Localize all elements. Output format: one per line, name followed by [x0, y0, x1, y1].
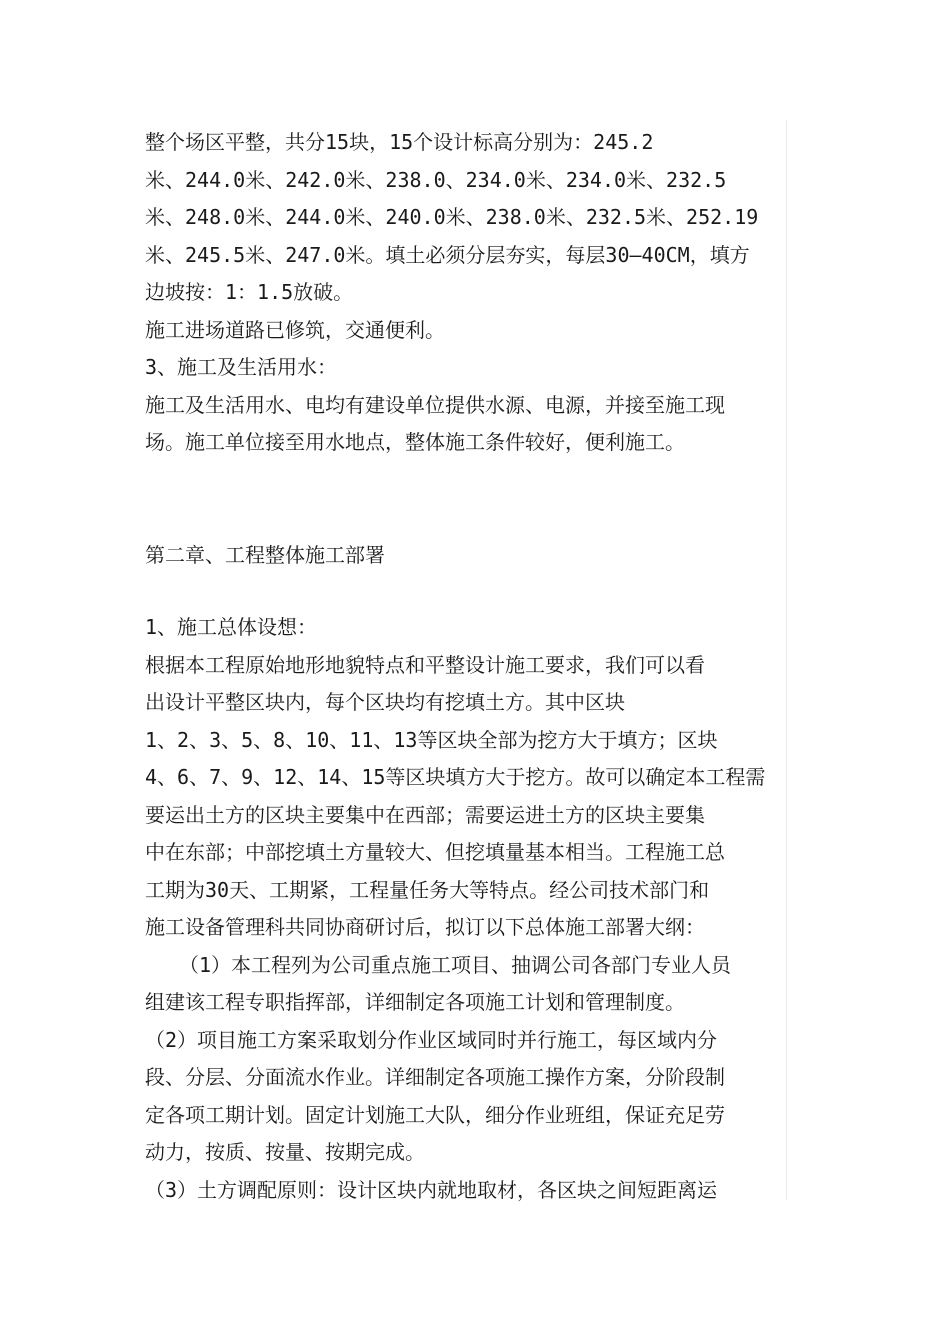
text-line: 米、244.0米、242.0米、238.0、234.0米、234.0米、232.5 — [145, 167, 727, 192]
text-line: 中在东部；中部挖填土方量较大、但挖填量基本相当。工程施工总 — [145, 840, 725, 864]
deployment-paragraph — [145, 609, 775, 1209]
subheading-overall-plan: 1、施工总体设想： — [145, 615, 318, 639]
spacer — [145, 499, 775, 537]
page-edge-divider — [786, 120, 787, 1200]
text-line: 段、分层、分面流水作业。详细制定各项施工操作方案，分阶段制 — [145, 1065, 725, 1089]
text-line: 根据本工程原始地形地貌特点和平整设计施工要求，我们可以看 — [145, 652, 705, 677]
text-line: 边坡按：1：1.5放破。 — [145, 280, 354, 304]
text-line: 4、6、7、9、12、14、15等区块填方大于挖方。故可以确定本工程需 — [145, 765, 766, 789]
spacer — [145, 462, 775, 500]
text-line: 米、245.5米、247.0米。填土必须分层夯实，每层30—40CM，填方 — [145, 242, 750, 267]
list-item-1: （1）本工程列为公司重点施工项目、抽调公司各部门专业人员 — [179, 952, 732, 977]
text-line: 施工进场道路已修筑，交通便利。 — [145, 317, 445, 342]
text-line: 1、2、3、5、8、10、11、13等区块全部为挖方大于填方；区块 — [145, 727, 718, 752]
document-body — [145, 124, 775, 1209]
text-line: 米、248.0米、244.0米、240.0米、238.0米、232.5米、252.19 — [145, 205, 759, 229]
list-item-3: （3）土方调配原则：设计区块内就地取材，各区块之间短距离运 — [145, 1177, 718, 1202]
text-line: 整个场区平整，共分15块，15个设计标高分别为：245.2 — [145, 130, 654, 154]
text-line: 定各项工期计划。固定计划施工大队，细分作业班组，保证充足劳 — [145, 1102, 725, 1127]
site-conditions-paragraph — [145, 124, 775, 462]
text-line: 出设计平整区块内，每个区块均有挖填土方。其中区块 — [145, 690, 625, 714]
spacer — [145, 574, 775, 609]
list-item-2: （2）项目施工方案采取划分作业区域同时并行施工，每区域内分 — [145, 1027, 718, 1052]
text-line: 施工设备管理科共同协商研讨后，拟订以下总体施工部署大纲： — [145, 915, 705, 939]
text-line: 工期为30天、工期紧，工程量任务大等特点。经公司技术部门和 — [145, 877, 710, 902]
text-line: 要运出土方的区块主要集中在西部；需要运进土方的区块主要集 — [145, 802, 705, 827]
subheading-water-supply: 3、施工及生活用水： — [145, 355, 338, 379]
text-line: 施工及生活用水、电均有建设单位提供水源、电源，并接至施工现 — [145, 392, 725, 417]
text-line: 动力，按质、按量、按期完成。 — [145, 1140, 425, 1164]
text-line: 场。施工单位接至用水地点，整体施工条件较好，便利施工。 — [145, 430, 685, 454]
chapter-heading: 第二章、工程整体施工部署 — [145, 542, 385, 567]
text-line: 组建该工程专职指挥部，详细制定各项施工计划和管理制度。 — [145, 990, 685, 1014]
